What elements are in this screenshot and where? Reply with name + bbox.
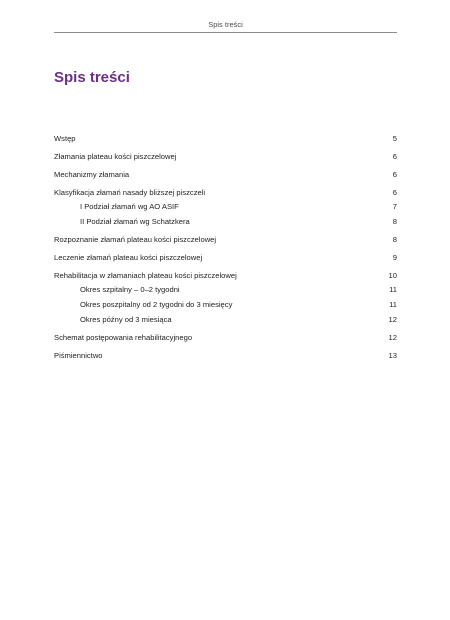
toc-entry-page: 5 — [392, 134, 397, 143]
toc-entry-label: Okres poszpitalny od 2 tygodni do 3 miesięcy — [80, 300, 233, 309]
toc-entry-page: 8 — [392, 217, 397, 226]
toc-entry-pismiennictwo[interactable] — [54, 349, 397, 362]
toc-entry-page: 12 — [388, 315, 397, 324]
running-header — [54, 19, 397, 33]
toc-entry-label: Wstęp — [54, 134, 76, 143]
toc-entry-rozpoznanie[interactable] — [54, 233, 397, 246]
toc-entry-page: 6 — [392, 152, 397, 161]
toc-entry-page: 12 — [388, 333, 397, 342]
toc-entry-label: Rehabilitacja w złamaniach plateau kości piszczelowej — [54, 271, 237, 280]
toc-entry-page: 13 — [388, 351, 397, 360]
toc-entry-page: 6 — [392, 170, 397, 179]
page-title: Spis treści — [54, 69, 130, 86]
toc-entry-label: Okres szpitalny – 0–2 tygodni — [80, 285, 180, 294]
toc-entry-page: 9 — [392, 253, 397, 262]
table-of-contents — [54, 132, 397, 362]
toc-entry-zlamania-plateau[interactable] — [54, 150, 397, 163]
toc-entry-page: 10 — [388, 271, 397, 280]
toc-entry-label: Piśmiennictwo — [54, 351, 103, 360]
toc-entry-page: 7 — [392, 202, 397, 211]
toc-entry-label: II Podział złamań wg Schatzkera — [80, 217, 190, 226]
toc-entry-page: 11 — [389, 300, 397, 309]
toc-entry-rehabilitacja[interactable] — [54, 269, 397, 282]
toc-entry-podzial-ao-asif[interactable] — [54, 200, 397, 213]
toc-entry-label: Klasyfikacja złamań nasady bliższej piszczeli — [54, 188, 206, 197]
toc-entry-klasyfikacja[interactable] — [54, 186, 397, 199]
toc-entry-page: 6 — [392, 188, 397, 197]
toc-entry-page: 11 — [389, 285, 397, 294]
toc-entry-schemat[interactable] — [54, 331, 397, 344]
toc-entry-mechanizmy[interactable] — [54, 168, 397, 181]
toc-entry-page: 8 — [392, 235, 397, 244]
toc-entry-podzial-schatzkera[interactable] — [54, 215, 397, 228]
toc-entry-label: Leczenie złamań plateau kości piszczelowej — [54, 253, 203, 262]
toc-entry-label: Schemat postępowania rehabilitacyjnego — [54, 333, 193, 342]
toc-entry-leczenie[interactable] — [54, 251, 397, 264]
toc-entry-label: Złamania plateau kości piszczelowej — [54, 152, 177, 161]
toc-entry-okres-poszpitalny[interactable] — [54, 298, 397, 311]
toc-entry-label: Mechanizmy złamania — [54, 170, 130, 179]
toc-entry-wstep[interactable] — [54, 132, 397, 145]
running-header-title: Spis treści — [208, 20, 243, 29]
toc-entry-okres-szpitalny[interactable] — [54, 283, 397, 296]
toc-entry-label: I Podział złamań wg AO ASIF — [80, 202, 179, 211]
toc-entry-label: Rozpoznanie złamań plateau kości piszczelowej — [54, 235, 217, 244]
toc-entry-label: Okres późny od 3 miesiąca — [80, 315, 172, 324]
toc-entry-okres-pozny[interactable] — [54, 313, 397, 326]
